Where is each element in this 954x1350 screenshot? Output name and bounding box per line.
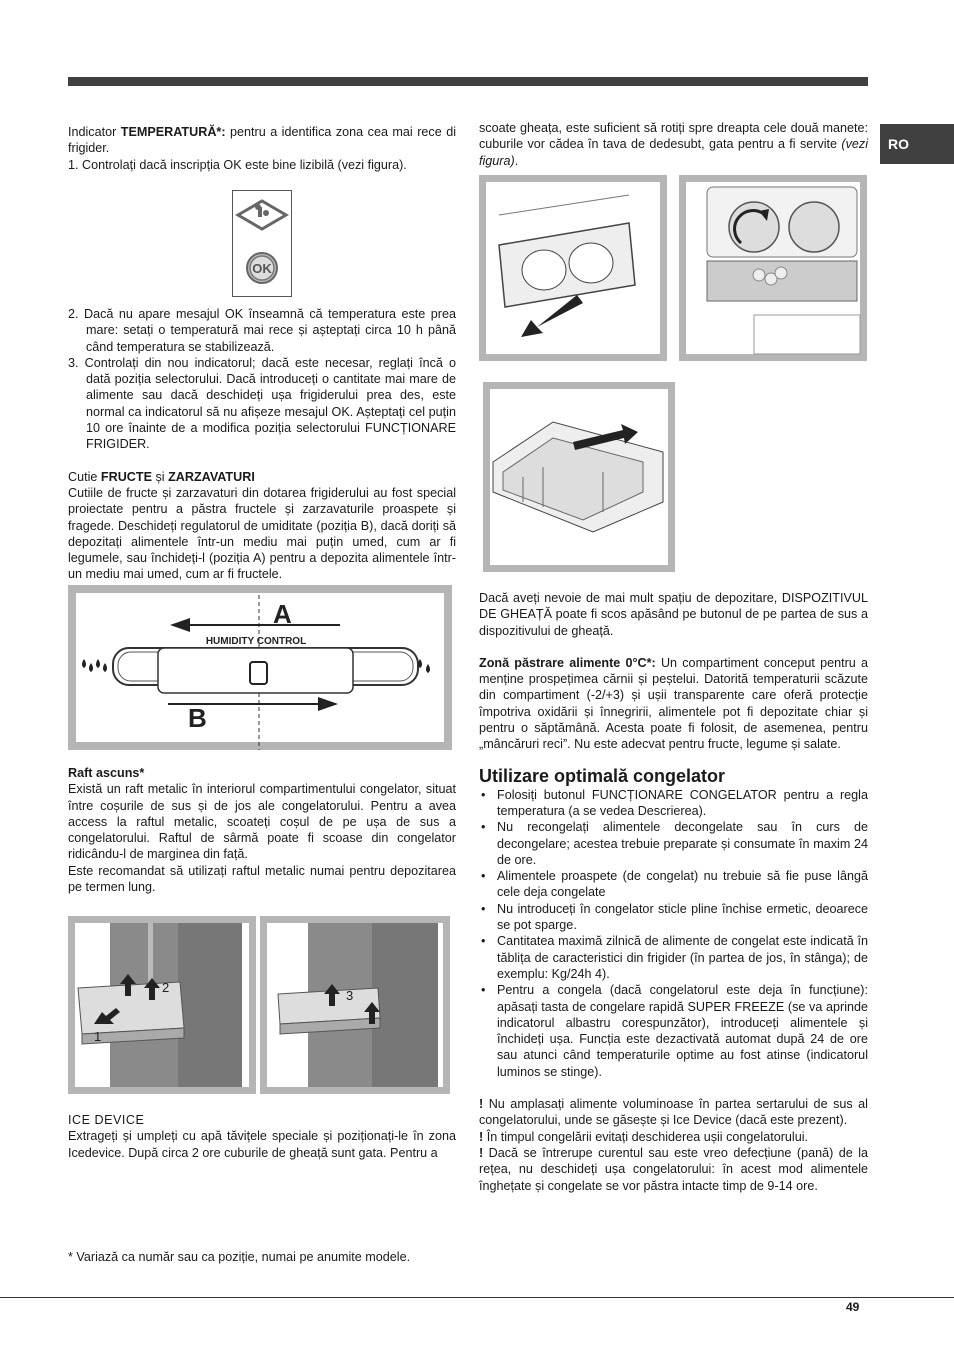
ice-device-continued [479, 120, 868, 169]
zero-zone-text: Un compartiment conceput pentru a menține prospețimea cărnii și peștelui. Datorită temperaturii scăzute din compartiment (-2/+3) și ușii transparente care oferă protecție împotriva oxidării și înnegririi, alimentele pot fi depozitate chiar și pentru o săptămână. Acesta poate fi folosit, de asemenea, pentru „mâncăruri reci”. Nu este adecvat pentru fructe, legume și salate. [479, 655, 869, 752]
temperature-steps [68, 306, 456, 583]
storage-section [479, 590, 868, 1194]
zero-zone-title: Zonă păstrare alimente 0°C*: [479, 655, 656, 670]
ice-text-cont: scoate gheața, este suficient să rotiți spre dreapta cele două manete: cuburile vor cădea în tava de dedesubt, gata pentru a fi servite [479, 121, 868, 152]
step-number-2: 2 [162, 980, 170, 995]
box-prefix: Cutie [68, 469, 101, 484]
step-1: 1. Controlați dacă inscripția OK este bine lizibilă (vezi figura). [68, 157, 407, 172]
box-title-vegetables: ZARZAVATURI [168, 469, 255, 484]
step-number-3: 3 [346, 988, 354, 1003]
box-title-fruits: FRUCTE [100, 469, 152, 484]
position-a-label: A [273, 599, 292, 629]
box-text: Cutiile de fructe și zarzavaturi din dotarea frigiderului au fost special proiectate pentru a păstra fructele și zarzavaturile proaspete și fragede. Deschideți regulatorul de umiditate (poziția B), dacă doriți să depozitați alimentele într-un mediu mai puțin umed, cum ar fi legumele, sau închideți-l (poziția A) pentru a depozita alimentele într-un mediu mai umed, cum ar fi fructele. [68, 485, 456, 582]
shelf-text-1: Există un raft metalic în interiorul compartimentului congelator, situat între coșurile de sus și de jos ale congelatorului. Pentru a avea access la raftul metalic, scoateți coșul de pe ușa de sus a congelatorului. Raftul de sârmă poate fi scoase din congelator ridicându-l de marginea din față. [68, 782, 456, 862]
ice-tray-figure [479, 175, 667, 361]
freezer-heading: Utilizare optimală congelator [479, 765, 726, 786]
warning-3: Dacă se întrerupe curentul sau este vreo defecțiune (pană) de la rețea, nu deschideți ușa congelatorului: în acest mod alimentele înghețate și congelate se vor păstra intacte timp de 9-14 ore. [479, 1145, 868, 1193]
ice-device-title: ICE DEVICE [68, 1113, 145, 1127]
list-item: • Folosiți butonul FUNCȚIONARE CONGELATOR pentru a regla temperatura (a se vedea Descrierea). [479, 787, 868, 820]
hidden-shelf-section [68, 765, 456, 895]
list-item: • Nu recongelați alimentele decongelate sau în curs de decongelare; acestea trebuie preparate și consumate în maxim 24 de ore. [479, 819, 868, 868]
freezer-tips-list [479, 787, 868, 1080]
temperature-indicator-section [68, 124, 456, 173]
ice-text-italic: (vezi figura) [479, 137, 868, 168]
ice-device-section [68, 1112, 456, 1161]
ice-text-end: . [514, 153, 519, 168]
box-mid: și [151, 469, 169, 484]
footer-divider [0, 1297, 954, 1298]
list-item: • Pentru a congela (dacă congelatorul este deja în funcțiune): apăsați tasta de congelare rapidă SUPER FREEZE (se va aprinde indicatorul albastru corespunzător), introduceți alimentele și închideți ușa. Funcția este dezactivată automat după 24 de ore sau atunci când temperaturile optime au fost atinse (indicatorul luminos se stinge). [479, 982, 868, 1080]
position-b-label: B [188, 703, 207, 733]
step-2: 2. Dacă nu apare mesajul OK înseamnă că temperatura este prea mare: setați o temperatură mai rece și așteptați circa 10 h până când temperatura se stabilizează. [68, 307, 456, 354]
warning-mark: ! [479, 1145, 489, 1160]
step-number-1: 1 [94, 1029, 102, 1044]
temp-title: TEMPERATURĂ*: [120, 125, 226, 139]
header-bar [68, 77, 868, 86]
language-tab: RO [880, 124, 954, 164]
warning-mark: ! [479, 1129, 487, 1144]
step-3: 3. Controlați din nou indicatorul; dacă este necesar, reglați încă o dată poziția selectorului. Dacă introduceți o cantitate mai mare de alimente sau dacă deschideți ușa frigiderului prea des, este normal ca indicatorul să nu afișeze mesajul OK. Așteptați cel puțin 10 ore înainte de a modifica poziția selectorului FUNCȚIONARE FRIGIDER. [68, 355, 456, 452]
humidity-slider-icon [250, 662, 267, 684]
humidity-control-figure [68, 585, 452, 750]
warning-mark: ! [479, 1097, 489, 1112]
footnote: * Variază ca număr sau ca poziție, numai pe anumite modele. [68, 1250, 411, 1264]
temp-text: pentru a identifica zona cea mai rece di frigider. [68, 125, 456, 156]
warning-2: În timpul congelării evitați deschiderea ușii congelatorului. [486, 1129, 809, 1144]
ice-device-text: Extrageți și umpleți cu apă tăvițele speciale și poziționați-le în zona Icedevice. După circa 2 ore cuburile de gheață sunt gata. Pentru a [68, 1129, 456, 1160]
space-text: Dacă aveți nevoie de mai mult spațiu de depozitare, DISPOZITIVUL DE GHEAȚĂ poate fi scos apăsând pe butonul de pe partea de sus a dispozitivului de gheață. [479, 591, 868, 638]
list-item: • Alimentele proaspete (de congelat) nu trebuie să fie puse lângă cele deja congelate [479, 868, 868, 901]
shelf-text-2: Este recomandat să utilizați raftul metalic numai pentru depozitarea pe termen lung. [68, 863, 456, 895]
ok-label: OK [252, 261, 272, 276]
freezer-drawer-removal-figure [68, 916, 256, 1094]
warning-1: Nu amplasați alimente voluminoase în partea sertarului de sus al congelatorului, unde se găsește și Ice Device (dacă este prezent). [479, 1097, 868, 1128]
page-number: 49 [846, 1300, 860, 1314]
freezer-shelf-figure [260, 916, 450, 1094]
ice-device-removal-figure [483, 382, 675, 572]
humidity-control-label: HUMIDITY CONTROL [205, 636, 307, 647]
list-item: • Nu introduceți în congelator sticle pline închise ermetic, deoarece se pot sparge. [479, 901, 868, 934]
temperature-indicator-figure [232, 190, 292, 297]
temp-prefix: Indicator [68, 125, 121, 139]
shelf-title: Raft ascuns* [68, 766, 145, 780]
list-item: • Cantitatea maximă zilnică de alimente de congelat este indicată în tăblița de caracteristici din frigider (în partea de jos, în stânga); de exemplu: Kg/24h 4). [479, 933, 868, 982]
ice-knob-turn-figure [679, 175, 867, 361]
